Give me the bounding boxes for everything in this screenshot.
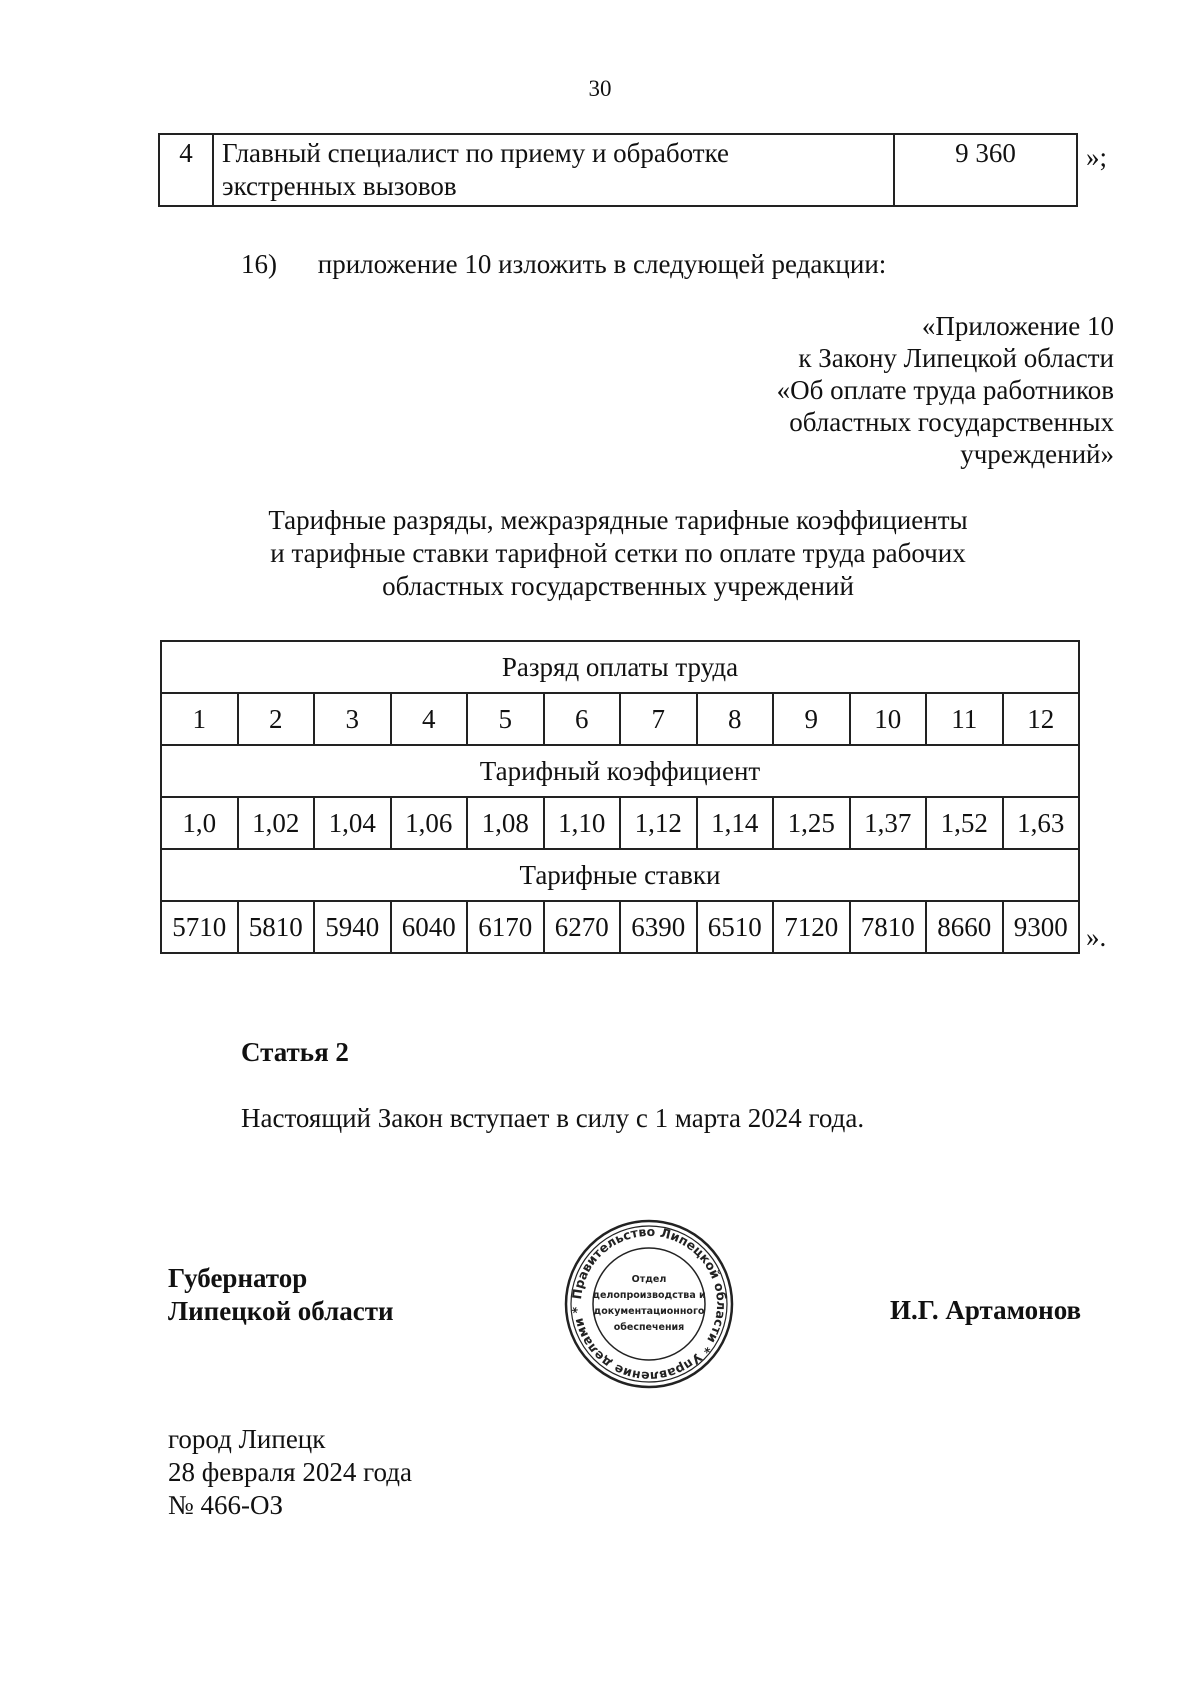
rate-cell: 5710 [161, 901, 238, 953]
coefficient-header-cell: Тарифный коэффициент [161, 745, 1079, 797]
grade-cell: 11 [926, 693, 1003, 745]
item-16-label: 16) [241, 249, 277, 279]
grade-cell: 4 [391, 693, 468, 745]
table-row [161, 641, 1079, 693]
appendix-line: «Приложение 10 [921, 311, 1114, 341]
item-16-text: приложение 10 изложить в следующей редакции: [317, 249, 887, 279]
value-cell: 9 360 [894, 134, 1077, 206]
grade-cell: 8 [697, 693, 774, 745]
coefficient-cell: 1,37 [850, 797, 927, 849]
appendix-line: областных государственных [789, 407, 1114, 437]
appendix-line: учреждений» [960, 439, 1114, 469]
coefficient-cell: 1,14 [697, 797, 774, 849]
grade-cell: 10 [850, 693, 927, 745]
top-table [158, 133, 1078, 207]
city: город Липецк [168, 1424, 326, 1454]
row-number-cell: 4 [159, 134, 213, 206]
grade-cell: 5 [467, 693, 544, 745]
table-row [159, 134, 1077, 206]
grade-header-cell: Разряд оплаты труда [161, 641, 1079, 693]
rate-cell: 6270 [544, 901, 621, 953]
position-line: Главный специалист по приему и обработке [222, 138, 730, 168]
tariff-title-line: областных государственных учреждений [382, 571, 854, 601]
table-row [161, 745, 1079, 797]
tariff-table-closing: ». [1086, 922, 1107, 952]
rates-header-cell: Тарифные ставки [161, 849, 1079, 901]
top-table-closing: »; [1086, 142, 1108, 172]
position-line: экстренных вызовов [222, 171, 457, 201]
stamp-inner-line: Отдел [631, 1274, 667, 1285]
governor-line: Липецкой области [168, 1296, 394, 1326]
stamp-inner-line: делопроизводства и [592, 1290, 706, 1301]
appendix-header [777, 310, 1114, 470]
tariff-title [158, 504, 1078, 603]
grade-cell: 3 [314, 693, 391, 745]
grade-cell: 6 [544, 693, 621, 745]
coefficient-cell: 1,06 [391, 797, 468, 849]
table-row [161, 849, 1079, 901]
rate-cell: 7810 [850, 901, 927, 953]
grade-cell: 9 [773, 693, 850, 745]
appendix-line: к Закону Липецкой области [798, 343, 1114, 373]
article-title: Статья 2 [241, 1037, 349, 1067]
grade-cell: 1 [161, 693, 238, 745]
rate-cell: 6040 [391, 901, 468, 953]
page-number: 30 [588, 76, 612, 101]
rate-cell: 7120 [773, 901, 850, 953]
rate-cell: 9300 [1003, 901, 1080, 953]
place-date-number [168, 1423, 412, 1522]
rate-cell: 6390 [620, 901, 697, 953]
stamp-inner-line: документационного [593, 1306, 705, 1317]
official-stamp [563, 1218, 735, 1390]
date: 28 февраля 2024 года [168, 1457, 412, 1487]
rate-cell: 6170 [467, 901, 544, 953]
signatory-name: И.Г. Артамонов [890, 1295, 1082, 1325]
coefficient-cell: 1,63 [1003, 797, 1080, 849]
rate-cell: 5940 [314, 901, 391, 953]
table-row [161, 901, 1079, 953]
grade-cell: 2 [238, 693, 315, 745]
tariff-table [160, 640, 1080, 954]
item-16 [241, 249, 886, 280]
rate-cell: 6510 [697, 901, 774, 953]
grade-cell: 7 [620, 693, 697, 745]
governor-line: Губернатор [168, 1263, 308, 1293]
table-row [161, 797, 1079, 849]
rate-cell: 5810 [238, 901, 315, 953]
article-text: Настоящий Закон вступает в силу с 1 марта 2024 года. [241, 1103, 865, 1133]
coefficient-cell: 1,02 [238, 797, 315, 849]
tariff-title-line: и тарифные ставки тарифной сетки по оплате труда рабочих [270, 538, 966, 568]
coefficient-cell: 1,08 [467, 797, 544, 849]
tariff-title-line: Тарифные разряды, межразрядные тарифные коэффициенты [268, 505, 968, 535]
governor-title [168, 1262, 394, 1328]
coefficient-cell: 1,04 [314, 797, 391, 849]
appendix-line: «Об оплате труда работников [776, 375, 1114, 405]
grade-cell: 12 [1003, 693, 1080, 745]
rate-cell: 8660 [926, 901, 1003, 953]
table-row [161, 693, 1079, 745]
coefficient-cell: 1,25 [773, 797, 850, 849]
coefficient-cell: 1,12 [620, 797, 697, 849]
position-cell [213, 134, 894, 206]
law-number: № 466-ОЗ [168, 1490, 284, 1520]
stamp-outer-text: Правительство Липецкой области * Управление делами * [569, 1223, 730, 1385]
coefficient-cell: 1,52 [926, 797, 1003, 849]
coefficient-cell: 1,0 [161, 797, 238, 849]
coefficient-cell: 1,10 [544, 797, 621, 849]
stamp-inner-line: обеспечения [613, 1322, 685, 1333]
